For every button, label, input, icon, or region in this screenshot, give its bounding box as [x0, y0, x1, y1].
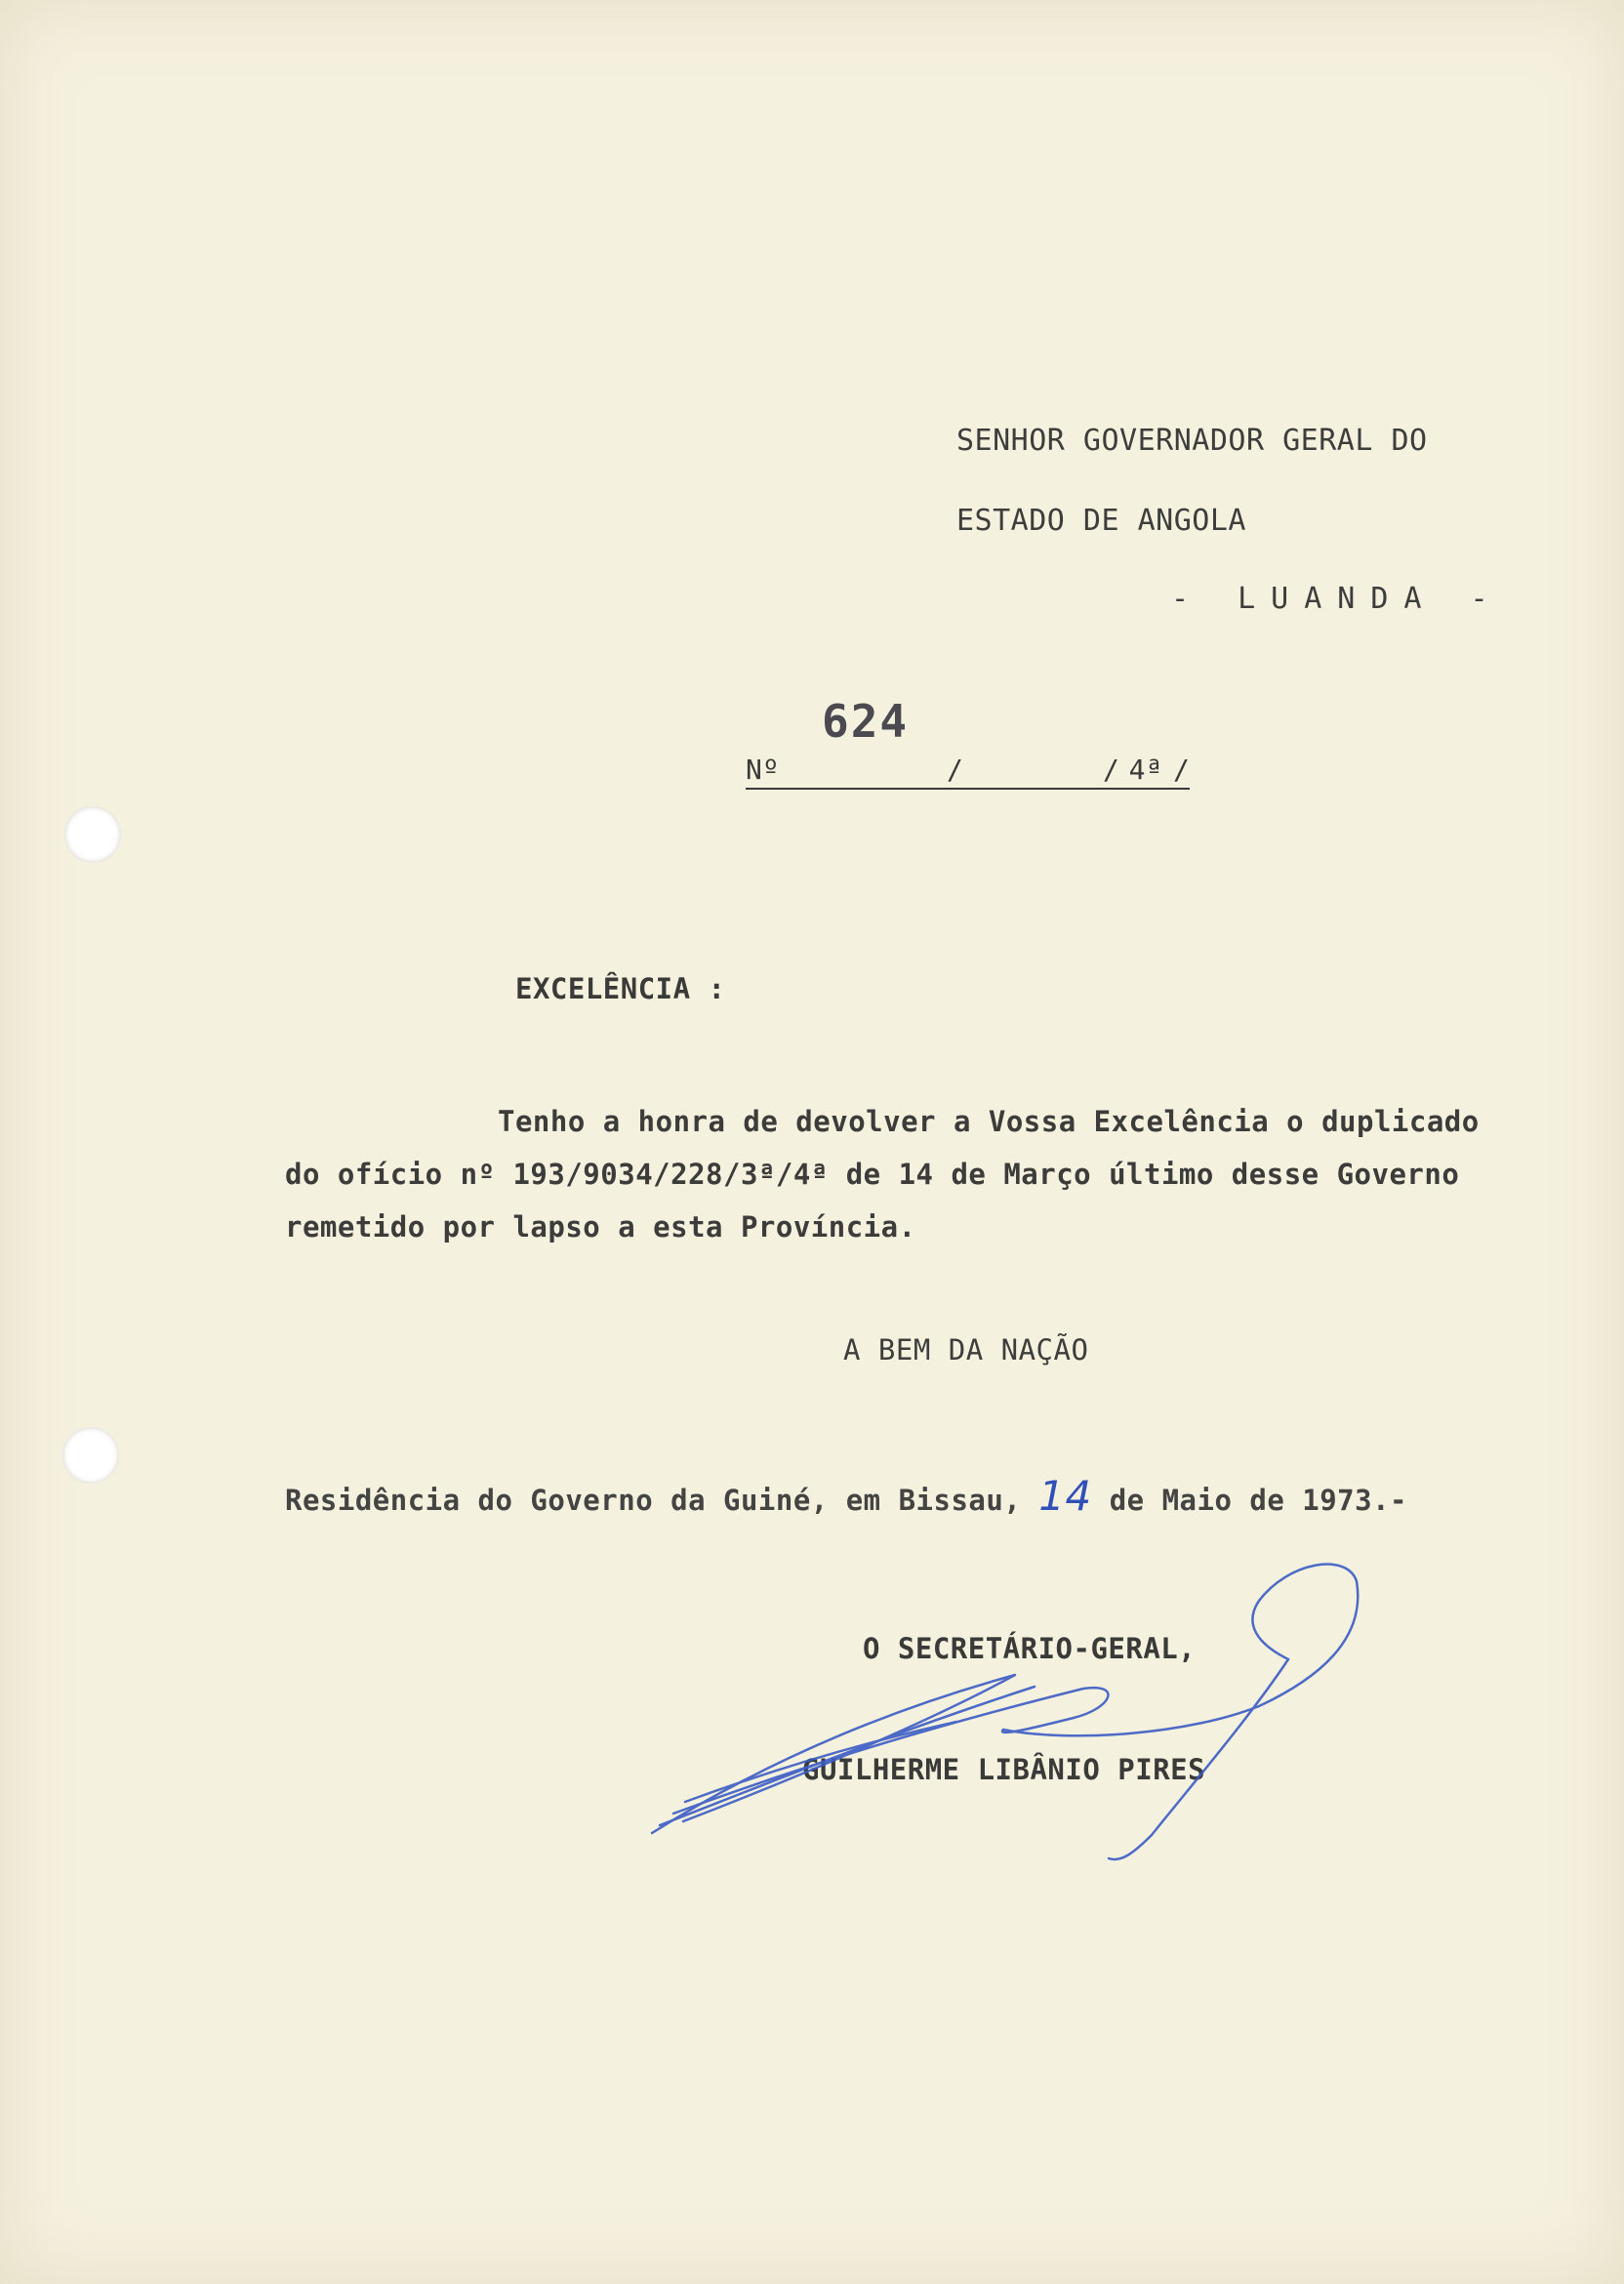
reference-prefix: Nº — [746, 754, 780, 786]
closing-formula: A BEM DA NAÇÃO — [843, 1333, 1089, 1366]
body-line-2: do ofício nº 193/9034/228/3ª/4ª de 14 de Março último desse Governo — [285, 1158, 1460, 1191]
reference-number-line — [746, 754, 1190, 790]
reference-separator-2: / — [1103, 754, 1120, 786]
date-line-prefix: Residência do Governo da Guiné, em Bissau, — [285, 1484, 1022, 1517]
reference-separator-1: / — [947, 754, 964, 786]
punch-hole-bottom — [62, 1427, 119, 1484]
reference-section: 4ª — [1128, 754, 1163, 786]
punch-hole-top — [64, 806, 121, 863]
body-line-3: remetido por lapso a esta Província. — [285, 1210, 916, 1244]
addressee-city: - LUANDA - — [1171, 582, 1504, 616]
date-line — [285, 1472, 1407, 1520]
signatory-name: GUILHERME LIBÂNIO PIRES — [802, 1753, 1206, 1786]
date-line-suffix: de Maio de 1973.- — [1109, 1484, 1408, 1517]
addressee-line-1: SENHOR GOVERNADOR GERAL DO — [956, 424, 1428, 458]
reference-separator-3: / — [1173, 754, 1191, 786]
body-line-1: Tenho a honra de devolver a Vossa Excelência o duplicado — [498, 1105, 1480, 1138]
signatory-title: O SECRETÁRIO-GERAL, — [863, 1632, 1197, 1665]
salutation: EXCELÊNCIA : — [515, 972, 726, 1005]
reference-stamp-number: 624 — [822, 695, 910, 748]
addressee-line-2: ESTADO DE ANGOLA — [956, 504, 1246, 538]
date-day-handwritten: 14 — [1038, 1472, 1092, 1520]
